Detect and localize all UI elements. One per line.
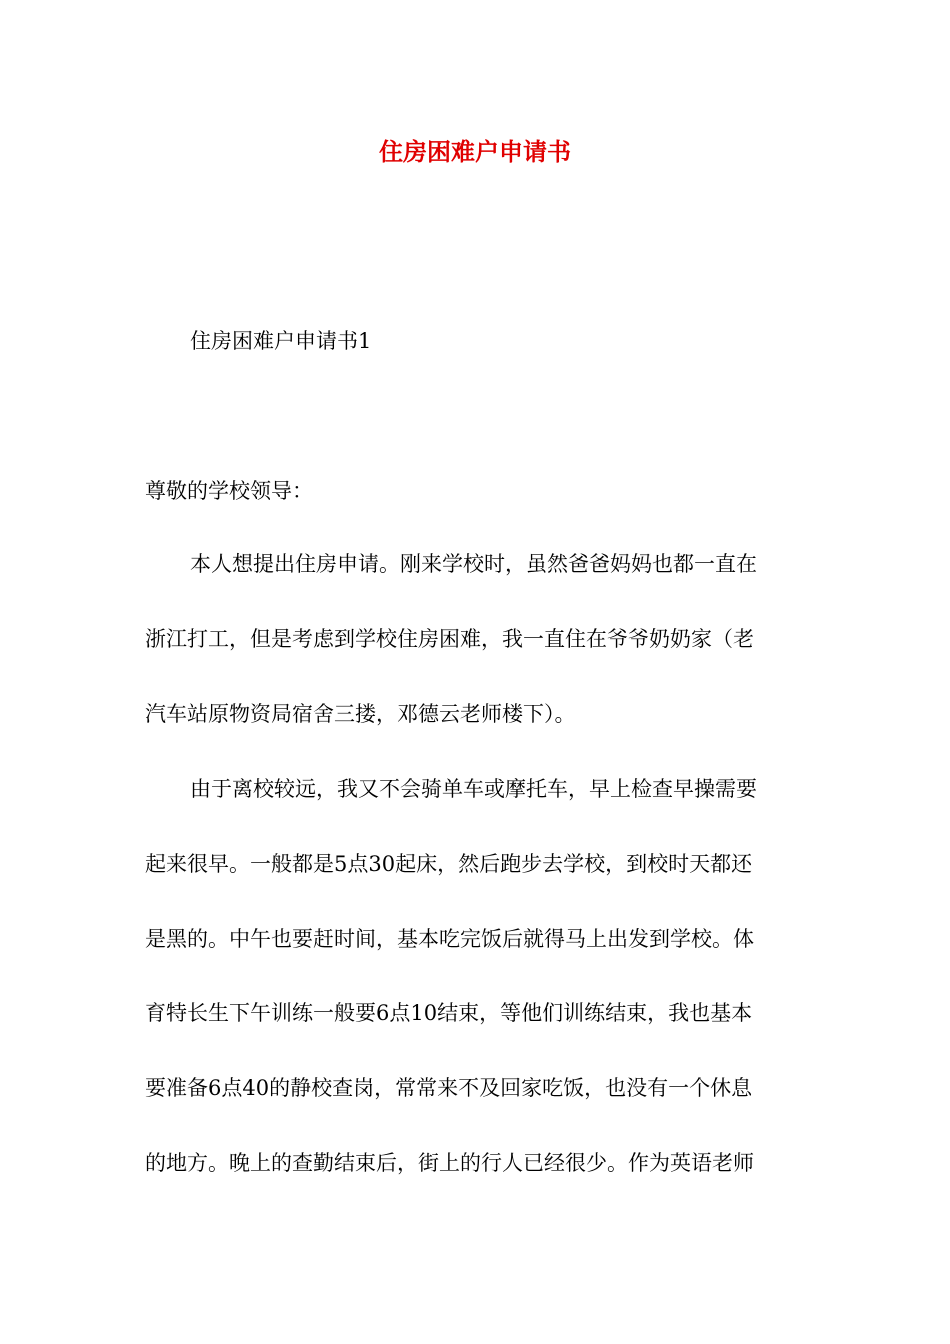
paragraph-line: 汽车站原物资局宿舍三搂，邓德云老师楼下）。: [145, 702, 576, 726]
document-title: 住房困难户申请书: [379, 138, 571, 166]
paragraph-line: 育特长生下午训练一般要6点10结束，等他们训练结束，我也基本: [145, 1001, 753, 1025]
section-heading: 住房困难户申请书1: [190, 329, 372, 353]
paragraph-line: 由于离校较远，我又不会骑单车或摩托车，早上检查早操需要: [190, 777, 757, 801]
paragraph-line: 浙江打工，但是考虑到学校住房困难，我一直住在爷爷奶奶家（老: [145, 627, 754, 651]
paragraph-line: 要准备6点40的静校查岗，常常来不及回家吃饭，也没有一个休息: [145, 1076, 753, 1100]
paragraph-line: 本人想提出住房申请。刚来学校时，虽然爸爸妈妈也都一直在: [190, 552, 757, 576]
paragraph-line: 的地方。晚上的查勤结束后，街上的行人已经很少。作为英语老师: [145, 1151, 754, 1175]
paragraph-line: 是黑的。中午也要赶时间，基本吃完饭后就得马上出发到学校。体: [145, 927, 754, 951]
salutation: 尊敬的学校领导：: [145, 479, 313, 503]
paragraph-line: 起来很早。一般都是5点30起床，然后跑步去学校，到校时天都还: [145, 852, 753, 876]
